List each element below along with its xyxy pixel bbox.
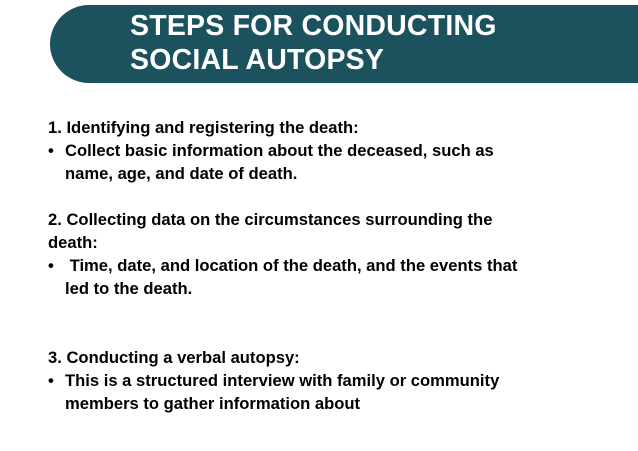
step-2-heading-line-1: 2. Collecting data on the circumstances surrounding the bbox=[48, 210, 493, 229]
step-2-bullet-line-2: led to the death. bbox=[65, 279, 193, 298]
slide-title bbox=[130, 9, 497, 77]
step-3-bullet-text bbox=[65, 369, 618, 415]
step-1-bullet-line-2: name, age, and date of death. bbox=[65, 164, 298, 183]
slide-title-line-1: STEPS FOR CONDUCTING bbox=[130, 10, 497, 42]
step-2-heading bbox=[48, 208, 618, 254]
step-3-bullet-line-1: This is a structured interview with family or community bbox=[65, 371, 500, 390]
step-1 bbox=[48, 116, 618, 185]
step-2 bbox=[48, 208, 618, 300]
step-1-bullet bbox=[48, 139, 618, 185]
step-2-bullet bbox=[48, 254, 618, 300]
step-3 bbox=[48, 346, 618, 415]
step-2-bullet-text bbox=[65, 254, 618, 300]
slide-body bbox=[48, 116, 618, 415]
step-2-bullet-line-1: Time, date, and location of the death, and the events that bbox=[65, 256, 518, 275]
step-3-heading: 3. Conducting a verbal autopsy: bbox=[48, 348, 300, 367]
step-1-heading: 1. Identifying and registering the death: bbox=[48, 118, 359, 137]
step-3-bullet bbox=[48, 369, 618, 415]
slide-title-line-2: SOCIAL AUTOPSY bbox=[130, 44, 385, 76]
step-1-bullet-line-1: Collect basic information about the deceased, such as bbox=[65, 141, 494, 160]
bullet-icon: • bbox=[48, 256, 54, 275]
step-2-heading-line-2: death: bbox=[48, 233, 98, 252]
bullet-icon: • bbox=[48, 371, 54, 390]
step-1-bullet-text bbox=[65, 139, 618, 185]
bullet-icon: • bbox=[48, 141, 54, 160]
step-3-bullet-line-2: members to gather information about bbox=[65, 394, 361, 413]
